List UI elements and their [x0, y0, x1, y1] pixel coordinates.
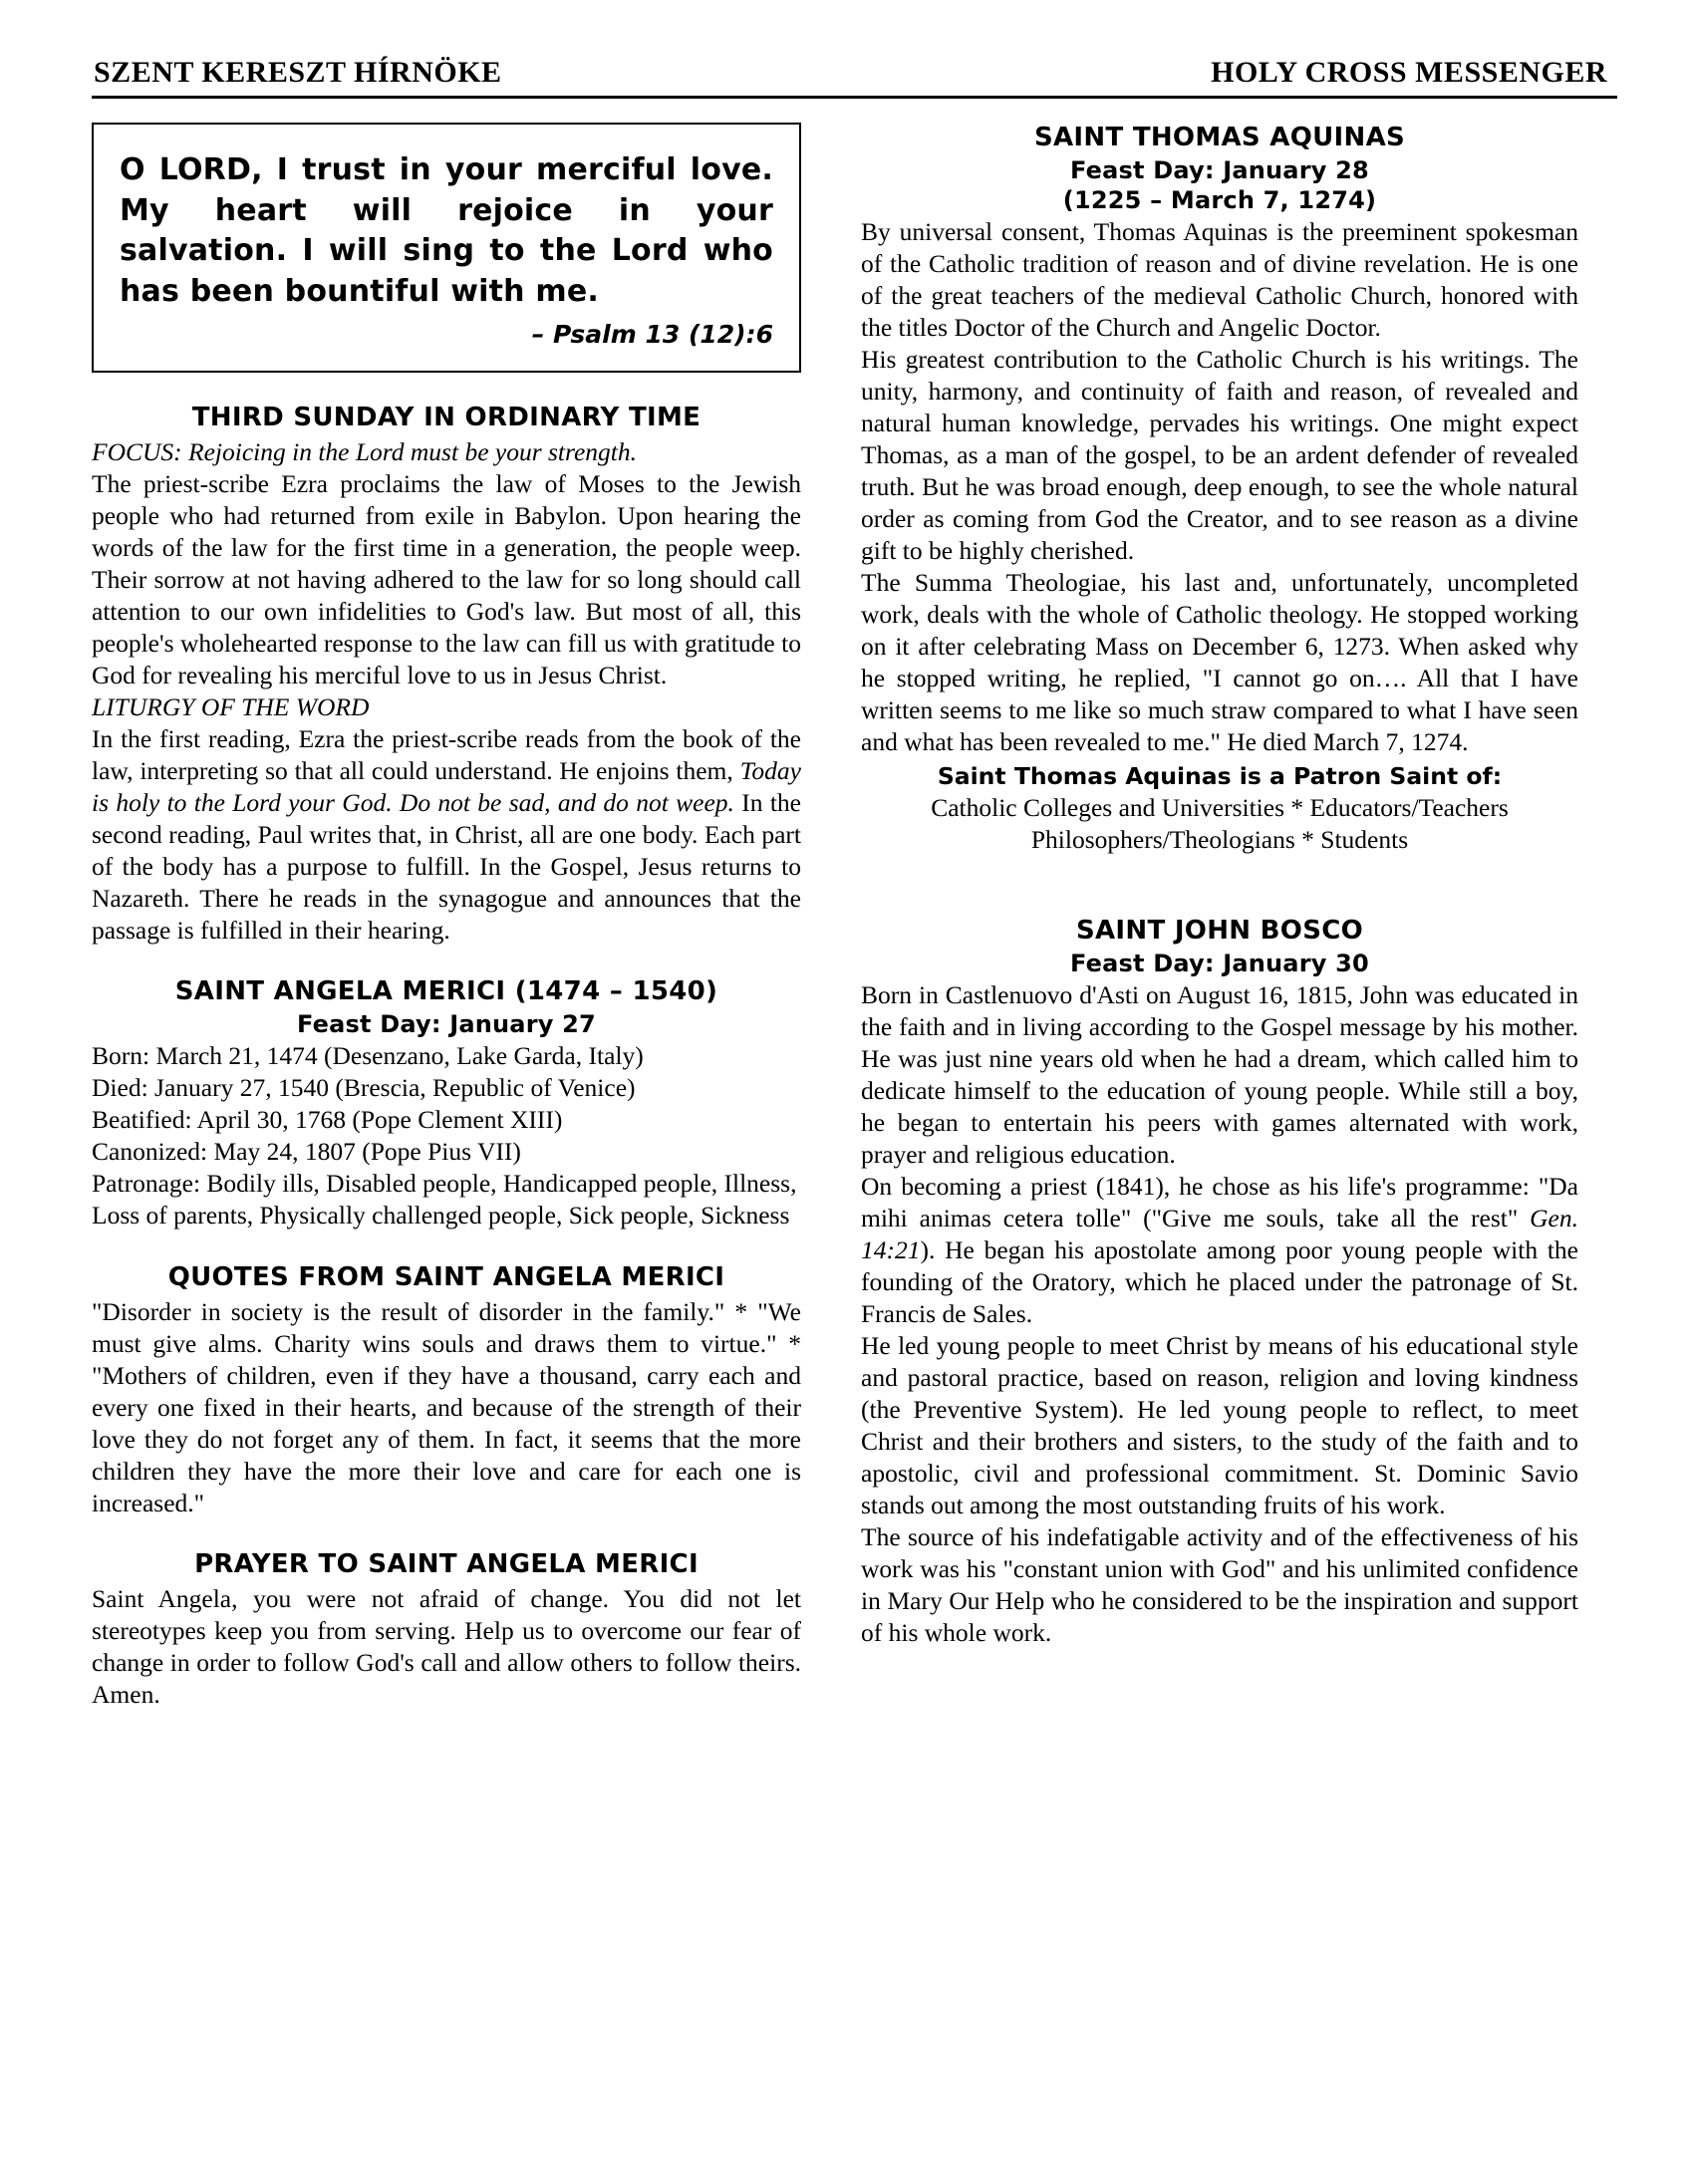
aquinas-patron-heading: Saint Thomas Aquinas is a Patron Saint of: [937, 762, 1503, 790]
quotes-text: "Disorder in society is the result of disorder in the family." * "We must give alms. Charity wins souls and draws them to virtue." * "Mothers of children, even if they have a thousand, carry each and every one fixed in their hearts, and because of the strength of their love they do not forget any of them. In fact, it seems that the more children they have the more their love and care for each one is increased." [92, 1296, 801, 1517]
aquinas-paragraph-3: The Summa Theologiae, his last and, unfortunately, uncompleted work, deals with the whole of Catholic theology. He stopped working on it after celebrating Mass on December 6, 1273. When asked why he stopped writing, he replied, "I cannot go on…. All that I have written seems to me like so much straw compared to what I have seen and what has been revealed to me." He died March 7, 1274. [861, 568, 1578, 756]
liturgy-of-the-word-heading: LITURGY OF THE WORD [92, 691, 370, 721]
masthead [92, 56, 1617, 94]
bosco-text-part-2: ). He began his apostolate among poor young people with the founding of the Oratory, which he placed under the patronage of St. Francis de Sales. [861, 1235, 1578, 1328]
third-sunday-paragraph-2 [92, 723, 801, 947]
bosco-feast-day: Feast Day: January 30 [1070, 950, 1369, 977]
masthead-divider [92, 96, 1617, 99]
saint-angela-fact-patronage: Patronage: Bodily ills, Disabled people, Handicapped people, Illness, Loss of parents, Physically challenged people, Sick people, Sickness [92, 1169, 797, 1230]
scripture-text: O LORD, I trust in your merciful love. My heart will rejoice in your salvation. I will sing to the Lord who has been bountiful with me. [120, 152, 773, 309]
spacer [92, 947, 801, 976]
liturgy-text-part-1: In the first reading, Ezra the priest-scribe reads from the book of the law, interpreting so that all could understand. He enjoins them, [92, 723, 801, 785]
bosco-scripture-citation: Gen. 14:21 [861, 1204, 1578, 1264]
aquinas-paragraph-2: His greatest contribution to the Catholic Church is his writings. The unity, harmony, and continuity of faith and reason, of revealed and natural human knowledge, pervades his writings. One might expect Thomas, as a man of the gospel, to be an ardent defender of revealed truth. But he was broad enough, deep enough, to see the whole natural order as coming from God the Creator, and to see reason as a divine gift to be highly cherished. [861, 345, 1578, 565]
quotes-heading: QUOTES FROM SAINT ANGELA MERICI [167, 1261, 725, 1292]
bosco-text-part-1: On becoming a priest (1841), he chose as his life's programme: "Da mihi animas cetera tolle" ("Give me souls, take all the rest" [861, 1172, 1578, 1232]
saint-thomas-aquinas-heading: SAINT THOMAS AQUINAS [1033, 123, 1406, 152]
saint-angela-fact-died: Died: January 27, 1540 (Brescia, Republic of Venice) [92, 1072, 636, 1102]
bosco-paragraph-4: The source of his indefatigable activity and of the effectiveness of his work was his "constant union with God" and his unlimited confidence in Mary Our Help who he considered to be the inspiration and support of his whole work. [861, 1522, 1578, 1647]
third-sunday-paragraph-1: The priest-scribe Ezra proclaims the law of Moses to the Jewish people who had returned from exile in Babylon. Upon hearing the words of the law for the first time in a generation, the people weep. Their sorrow at not having adhered to the law for so long should call attention to our own infidelities to God's law. But most of all, this people's wholehearted response to the law can fill us with gratitude to God for revealing his merciful love to us in Jesus Christ. [92, 468, 801, 689]
bosco-paragraph-2 [861, 1171, 1578, 1330]
bosco-paragraph-3: He led young people to meet Christ by means of his educational style and pastoral practice, based on reason, religion and loving kindness (the Preventive System). He led young people to reflect, to meet Christ and their brothers and sisters, to the study of the faith and to apostolic, civil and professional commitment. St. Dominic Savio stands out among the most outstanding fruits of his work. [861, 1331, 1578, 1519]
aquinas-feast-day: Feast Day: January 28 [1070, 156, 1369, 184]
spacer [92, 1232, 801, 1262]
left-column [92, 123, 801, 1711]
saint-angela-feast-day: Feast Day: January 27 [297, 1009, 596, 1038]
liturgy-text-part-2: In the second reading, Paul writes that, in Christ, all are one body. Each part of the body has a purpose to fulfill. In the Gospel, Jesus returns to Nazareth. There he reads in the synagogue and announces that the passage is fulfilled in their hearing. [92, 787, 801, 945]
third-sunday-focus: FOCUS: Rejoicing in the Lord must be your strength. [92, 437, 638, 466]
liturgy-scripture-quote: Today is holy to the Lord your God. Do not be sad, and do not weep. [92, 755, 801, 817]
aquinas-paragraph-1: By universal consent, Thomas Aquinas is the preeminent spokesman of the Catholic tradition of reason and of divine revelation. He is one of the great teachers of the medieval Catholic Church, honored with the titles Doctor of the Church and Angelic Doctor. [861, 217, 1578, 342]
spacer [92, 1519, 801, 1549]
right-column [861, 123, 1578, 1711]
saint-john-bosco-heading: SAINT JOHN BOSCO [1075, 916, 1364, 946]
prayer-text: Saint Angela, you were not afraid of change. You did not let stereotypes keep you from serving. Help us to overcome our fear of change in order to follow God's call and allow others to follow theirs. Amen. [92, 1583, 801, 1709]
two-column-layout [92, 123, 1617, 1711]
aquinas-patron-line-1: Catholic Colleges and Universities * Educators/Teachers [931, 793, 1509, 822]
aquinas-life-dates: (1225 – March 7, 1274) [1062, 186, 1377, 214]
spacer [861, 856, 1578, 916]
saint-angela-fact-born: Born: March 21, 1474 (Desenzano, Lake Garda, Italy) [92, 1040, 644, 1070]
scripture-box [92, 123, 801, 373]
saint-angela-fact-canonized: Canonized: May 24, 1807 (Pope Pius VII) [92, 1137, 521, 1167]
third-sunday-heading: THIRD SUNDAY IN ORDINARY TIME [191, 403, 702, 432]
saint-angela-fact-beatified: Beatified: April 30, 1768 (Pope Clement XIII) [92, 1105, 563, 1134]
aquinas-patron-line-2: Philosophers/Theologians * Students [1030, 825, 1409, 854]
saint-angela-heading: SAINT ANGELA MERICI (1474 – 1540) [174, 975, 718, 1006]
bosco-paragraph-1: Born in Castlenuovo d'Asti on August 16, 1815, John was educated in the faith and in living according to the Gospel message by his mother. He was just nine years old when he had a dream, which called him to dedicate himself to the education of young people. While still a boy, he began to entertain his peers with games alternated with work, prayer and religious education. [861, 980, 1578, 1169]
prayer-heading: PRAYER TO SAINT ANGELA MERICI [194, 1548, 699, 1579]
scripture-reference: – Psalm 13 (12):6 [531, 320, 773, 349]
masthead-right-title: HOLY CROSS MESSENGER [1211, 56, 1607, 89]
masthead-left-title: SZENT KERESZT HÍRNÖKE [94, 56, 502, 89]
